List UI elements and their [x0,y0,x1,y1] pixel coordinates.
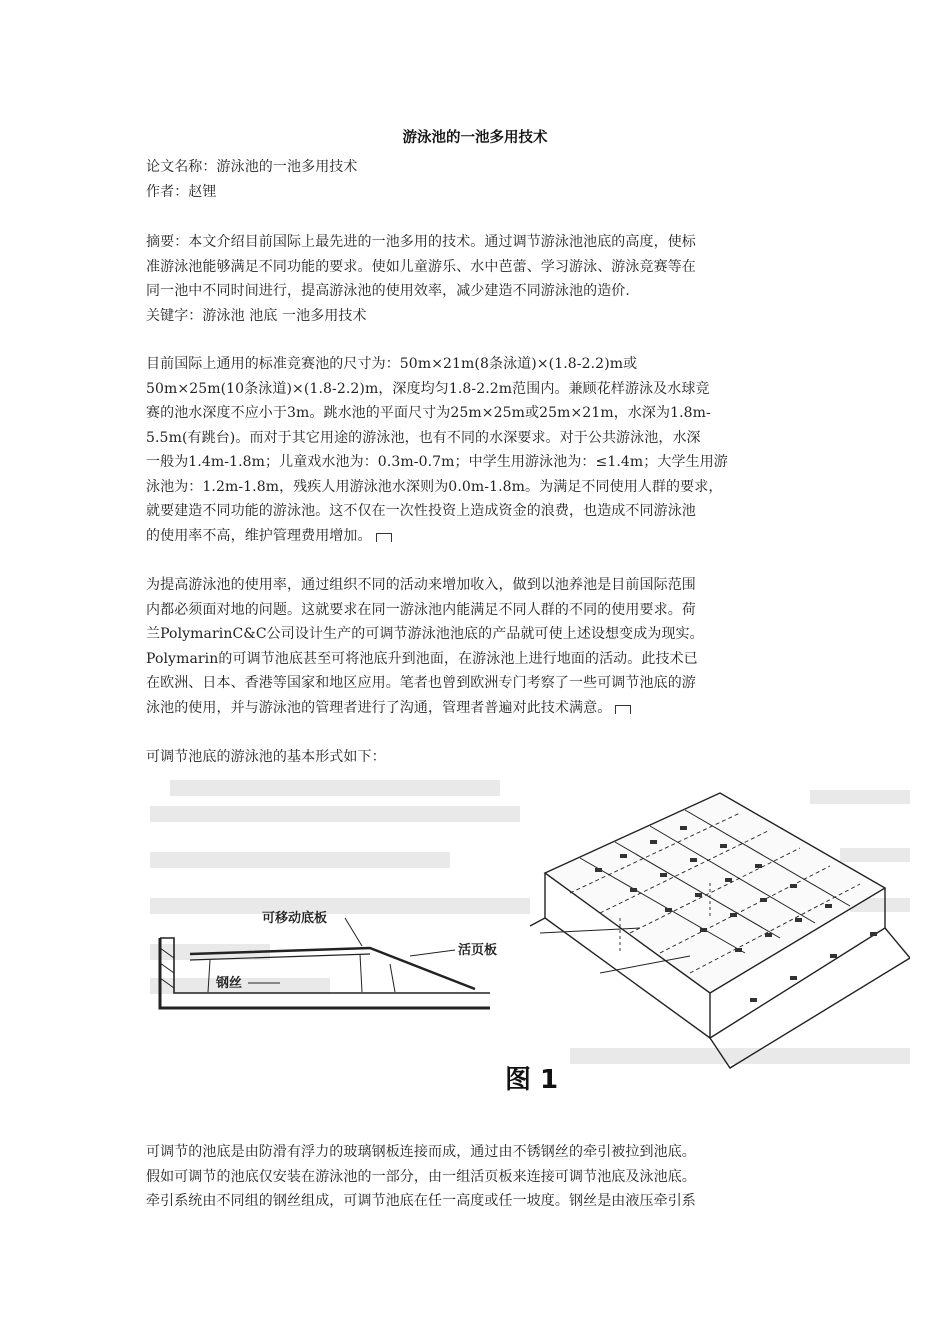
figure-1-drawing [150,778,910,1108]
paragraph-mark-icon [376,533,392,542]
text-line: 一般为1.4m-1.8m；儿童戏水池为：0.3m-0.7m；中学生用游泳池为：≤1.4m；大学生用游 [146,454,728,470]
text-line: 准游泳池能够满足不同功能的要求。使如儿童游乐、水中芭蕾、学习游泳、游泳竞赛等在 [146,258,696,275]
text-line: 可调节的池底是由防滑有浮力的玻璃钢板连接而成，通过由不锈钢丝的牵引被拉到池底。 [146,1144,696,1160]
text-line: 赛的池水深度不应小于3m。跳水池的平面尺寸为25m×25m或25m×21m，水深为1.8m- [146,405,711,421]
abstract-paragraph [146,230,816,328]
text-line: 内都必须面对地的问题。这就要求在同一游泳池内能满足不同人群的不同的使用要求。荷 [146,601,696,618]
label-movable-floor: 可移动底板 [262,911,328,926]
meta-block [146,155,816,204]
text-line [146,696,816,721]
text-line: 可调节池底的游泳池的基本形式如下： [146,749,386,765]
figure-1 [150,778,910,1108]
text-line: 牵引系统由不同组的钢丝组成，可调节池底在任一高度或任一坡度。钢丝是由液压牵引系 [146,1193,696,1209]
text-line: 5.5m(有跳台)。而对于其它用途的游泳池，也有不同的水深要求。对于公共游泳池，水深 [146,429,701,446]
label-hinge-plate: 活页板 [458,943,498,958]
text-line: 摘要：本文介绍目前国际上最先进的一池多用的技术。通过调节游泳池池底的高度，使标 [146,234,696,250]
text-line: 目前国际上通用的标准竞赛池的尺寸为：50m×21m(8条泳道)×(1.8-2.2)m或 [146,356,638,372]
text-content: 泳池的使用，并与游泳池的管理者进行了沟通，管理者普遍对此技术满意。 [146,699,612,716]
meta-paper-name: 论文名称：游泳池的一池多用技术 [146,159,358,175]
text-line [146,524,816,549]
keywords-line: 关键字：游泳池 池底 一池多用技术 [146,307,367,324]
text-line: 泳池为：1.2m-1.8m，残疾人用游泳池水深则为0.0m-1.8m。为满足不同使用人群的要求， [146,478,723,495]
figure-caption: 图 1 [505,1065,559,1095]
text-line: 兰PolymarinC&C公司设计生产的可调节游泳池池底的产品就可使上述设想变成为现实。 [146,626,704,642]
paragraph-1 [146,352,816,548]
text-line: 在欧洲、日本、香港等国家和地区应用。笔者也曾到欧洲专门考察了一些可调节池底的游 [146,675,696,691]
text-line: 就要建造不同功能的游泳池。这不仅在一次性投资上造成资金的浪费，也造成不同游泳池 [146,503,696,519]
paragraph-2 [146,573,816,720]
pool-3d-diagram [530,793,910,1068]
text-line: 50m×25m(10条泳道)×(1.8-2.2)m，深度均匀1.8-2.2m范围内。兼顾花样游泳及水球竞 [146,380,710,397]
pool-section-diagram [160,918,490,1008]
paragraph-4 [146,1140,816,1214]
page-title: 游泳池的一池多用技术 [402,130,548,146]
text-content: 的使用率不高，维护管理费用增加。 [146,527,372,544]
paragraph-mark-icon [615,705,631,714]
text-line: 假如可调节的池底仅安装在游泳池的一部分，由一组活页板来连接可调节池底及泳池底。 [146,1168,696,1185]
meta-author: 作者：赵锂 [146,183,217,200]
text-line: 同一池中不同时间进行，提高游泳池的使用效率，减少建造不同游泳池的造价. [146,283,630,299]
label-steel-wire: 钢丝 [216,976,243,991]
text-line: 为提高游泳池的使用率，通过组织不同的活动来增加收入，做到以池养池是目前国际范围 [146,577,696,593]
paragraph-3 [146,745,816,770]
text-line: Polymarin的可调节池底甚至可将池底升到池面，在游泳池上进行地面的活动。此技术已 [146,650,698,667]
